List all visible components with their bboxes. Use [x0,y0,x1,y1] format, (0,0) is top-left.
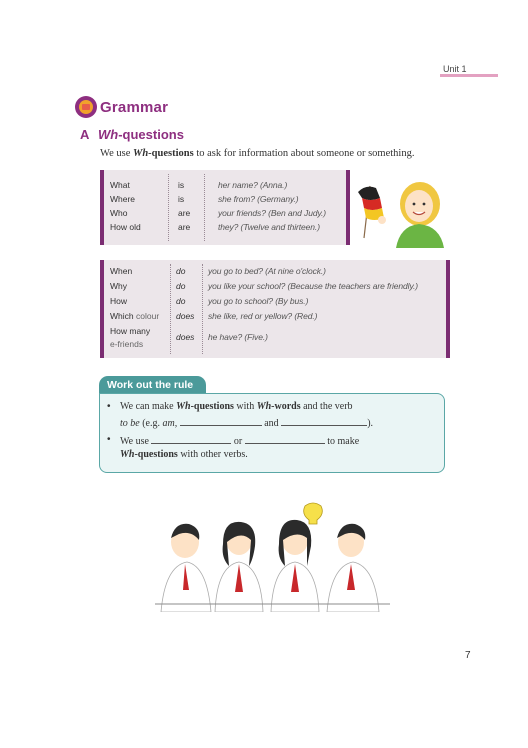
table-divider [204,174,205,241]
answer-blank[interactable] [245,434,325,444]
wh-be-table: What is her name? (Anna.) Where is she from? (Germany.) Who are your friends? (Ben and Judy.) How old are they? (Twelve and thirteen.) [100,170,350,245]
rule-2-line-1: We use or to make [120,436,360,447]
bullet: • [107,401,111,412]
bullet: • [107,434,111,445]
girl-with-flag-illustration [352,176,456,248]
wh-do-table: When do you go to bed? (At nine o'clock.) Why do you like your school? (Because the teachers are friendly.) How do you go to school? (By bus.) Which colour does she like, red or yellow? (Red.) How many does he have? (Five.) e-friends [100,260,450,358]
rule-1-line-1: We can make Wh-questions with Wh-words and the verb [120,401,353,412]
answer-blank[interactable] [281,416,367,426]
unit-underline [440,74,498,77]
unit-label: Unit 1 [443,64,467,74]
students-illustration [155,500,390,612]
page-number: 7 [465,650,471,661]
rule-tab: Work out the rule [99,376,206,394]
rule-2-line-2: Wh-questions with other verbs. [120,449,248,460]
subsection-letter: A [80,127,90,142]
answer-blank[interactable] [151,434,231,444]
grammar-badge-icon [74,95,98,119]
section-title: Grammar [100,99,169,116]
table-divider [170,264,171,354]
intro-text: We use Wh-questions to ask for information about someone or something. [100,148,415,159]
subsection-title: Wh-questions [98,127,184,142]
answer-blank[interactable] [180,416,262,426]
rule-1-line-2: to be (e.g. am, and ). [120,418,374,429]
rule-box [99,393,445,473]
table-divider [168,174,169,241]
table-divider [202,264,203,354]
